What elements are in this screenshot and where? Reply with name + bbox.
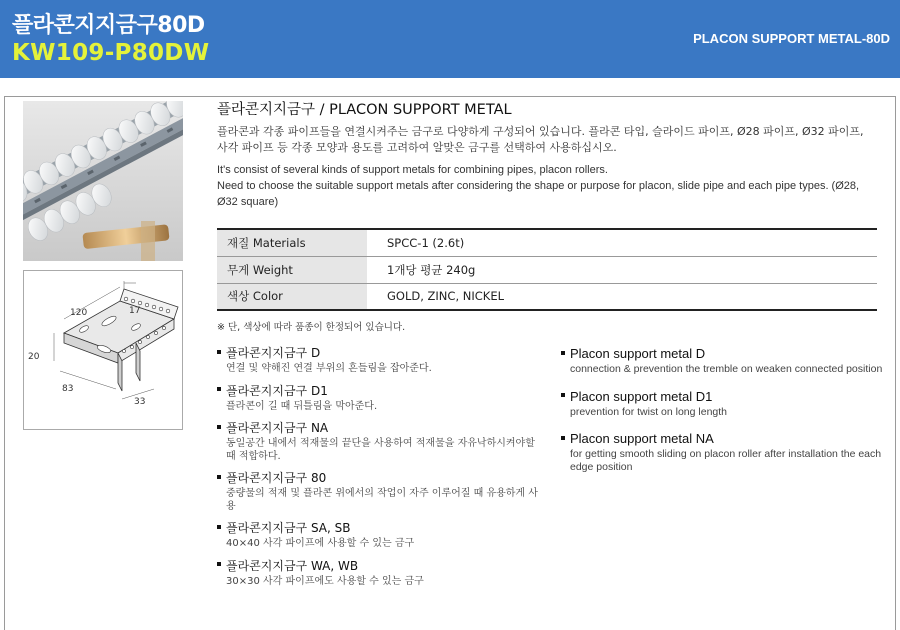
spec-value: GOLD, ZINC, NICKEL xyxy=(367,283,877,310)
product-code: KW109-P80DW xyxy=(12,40,210,66)
list-item xyxy=(217,384,547,414)
dim-height-label: 20 xyxy=(28,352,40,362)
item-title: Placon support metal NA xyxy=(570,431,714,446)
item-description: 중량물의 적재 및 플라콘 위에서의 작업이 자주 이루어질 때 유용하게 사용 xyxy=(226,488,538,512)
list-item xyxy=(561,346,886,376)
item-description: 40×40 사각 파이프에 사용할 수 있는 금구 xyxy=(226,538,415,549)
item-list-english xyxy=(561,346,886,486)
spec-row-weight xyxy=(217,256,877,283)
spec-value: 1개당 평균 240g xyxy=(367,256,877,283)
item-description: connection & prevention the tremble on weaken connected position xyxy=(570,363,883,375)
product-title-english: PLACON SUPPORT METAL-80D xyxy=(693,31,890,46)
list-item xyxy=(217,421,547,463)
bullet-icon xyxy=(217,475,221,479)
bullet-icon xyxy=(217,525,221,529)
item-title: 플라콘지지금구 WA, WB xyxy=(226,558,359,573)
description-korean: 플라콘과 각종 파이프들을 연결시켜주는 금구로 다양하게 구성되어 있습니다. 플라콘 타입, 슬라이드 파이프, Ø28 파이프, Ø32 파이프, 사각 파이프 등 각종 모양과 용도를 고려하여 알맞은 금구를 선택하여 사용하십시오. xyxy=(217,125,864,154)
list-item xyxy=(561,389,886,419)
dim-length-label: 120 xyxy=(70,308,88,318)
description-english-line-2: Need to choose the suitable support metals after considering the shape or purpose for placon, slide pipe and each pipe types. (Ø28, Ø32 square) xyxy=(217,180,860,208)
dimension-drawing xyxy=(23,270,183,430)
dim-width-label: 83 xyxy=(62,384,74,394)
spec-label: 무게 Weight xyxy=(217,256,367,283)
item-title: 플라콘지지금구 NA xyxy=(226,421,329,435)
bullet-icon xyxy=(561,393,565,397)
item-description: for getting smooth sliding on placon roller after installation the each edge position xyxy=(570,448,882,473)
item-title: Placon support metal D xyxy=(570,346,706,361)
spec-row-materials xyxy=(217,229,877,256)
bullet-icon xyxy=(217,562,221,566)
bullet-icon xyxy=(561,436,565,440)
dim-leg-label: 33 xyxy=(134,397,146,407)
item-title: Placon support metal D1 xyxy=(570,388,713,404)
dim-flange-label: 17 xyxy=(129,306,141,316)
bullet-icon xyxy=(217,350,221,354)
description-english-line-1: It's consist of several kinds of support metals for combining pipes, placon rollers. xyxy=(217,164,608,176)
bullet-icon xyxy=(561,351,565,355)
item-title: 플라콘지지금구 D1 xyxy=(226,383,328,398)
item-description: 동일공간 내에서 적재물의 끝단을 사용하여 적재물을 자유낙하시켜야할 때 적합하다. xyxy=(226,438,535,462)
item-description: 30×30 사각 파이프에도 사용할 수 있는 금구 xyxy=(226,575,424,587)
bullet-icon xyxy=(217,425,221,429)
list-item xyxy=(217,521,547,551)
spec-label: 재질 Materials xyxy=(217,229,367,256)
page-header xyxy=(0,0,900,78)
item-title: 플라콘지지금구 SA, SB xyxy=(226,521,351,535)
section-title: 플라콘지지금구 / PLACON SUPPORT METAL xyxy=(217,102,512,118)
spec-value: SPCC-1 (2.6t) xyxy=(367,229,877,256)
product-title-korean: 플라콘지지금구80D xyxy=(12,13,205,38)
product-photo xyxy=(23,101,183,261)
spec-row-color xyxy=(217,283,877,310)
spec-label: 색상 Color xyxy=(217,283,367,310)
bullet-icon xyxy=(217,387,221,391)
item-list-korean xyxy=(217,346,547,596)
spec-table xyxy=(217,228,877,311)
list-item xyxy=(217,559,547,589)
item-description: prevention for twist on long length xyxy=(570,405,728,418)
color-note: ※ 단, 색상에 따라 품종이 한정되어 있습니다. xyxy=(217,322,406,333)
item-description: 연결 및 약해진 연결 부위의 흔들림을 잡아준다. xyxy=(226,363,432,374)
list-item xyxy=(217,471,547,513)
item-description: 플라콘이 길 때 뒤틀림을 막아준다. xyxy=(226,400,378,412)
description-english xyxy=(217,162,877,210)
list-item xyxy=(561,431,886,473)
list-item xyxy=(217,346,547,376)
item-title: 플라콘지지금구 80 xyxy=(226,471,327,485)
item-title: 플라콘지지금구 D xyxy=(226,346,321,360)
